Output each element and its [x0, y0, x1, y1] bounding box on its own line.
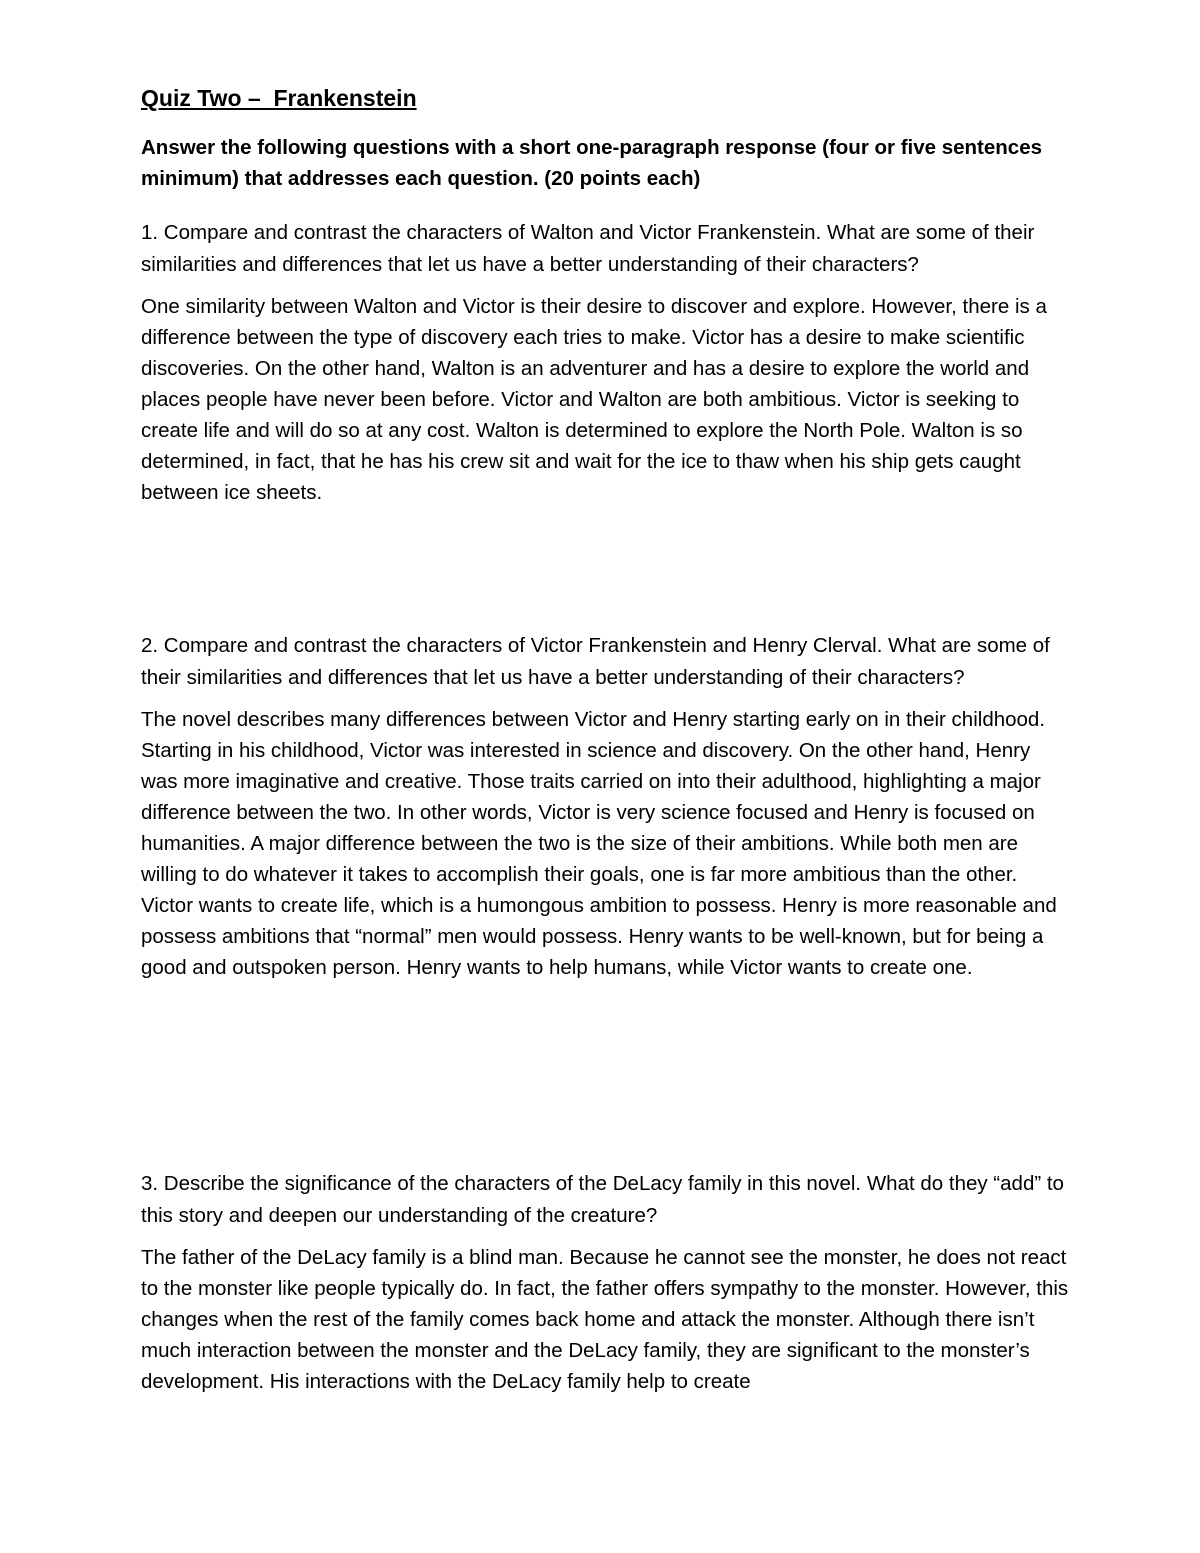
question-prompt: 1. Compare and contrast the characters of Walton and Victor Frankenstein. What are some of their similarities and differences that let us have a better understanding of their characters? [141, 221, 1035, 276]
question-block [141, 1168, 1071, 1397]
answer-paragraph: One similarity between Walton and Victor is their desire to discover and explore. However, there is a difference between the type of discovery each tries to make. Victor has a desire to make scientific discoveries. On the other hand, Walton is an adventurer and has a desire to explore the world and places people have never been before. Victor and Walton are both ambitious. Victor is seeking to create life and will do so at any cost. Walton is determined to explore the North Pole. Walton is so determined, in fact, that he has his crew sit and wait for the ice to thaw when his ship gets caught between ice sheets. [141, 295, 1047, 504]
instructions: Answer the following questions with a short one-paragraph response (four or five sentences minimum) that addresses each question. (20 points each) [141, 136, 1042, 190]
page-title: Quiz Two – Frankenstein [141, 85, 417, 111]
question-block [141, 630, 1071, 983]
document-page [141, 80, 1071, 1393]
answer-paragraph: The father of the DeLacy family is a blind man. Because he cannot see the monster, he does not react to the monster like people typically do. In fact, the father offers sympathy to the monster. However, this changes when the rest of the family comes back home and attack the monster. Although there isn’t much interaction between the monster and the DeLacy family, they are significant to the monster’s development. His interactions with the DeLacy family help to create [141, 1246, 1069, 1393]
answer-paragraph: The novel describes many differences between Victor and Henry starting early on in their childhood. Starting in his childhood, Victor was interested in science and discovery. On the other hand, Henry was more imaginative and creative. Those traits carried on into their adulthood, highlighting a major difference between the two. In other words, Victor is very science focused and Henry is focused on humanities. A major difference between the two is the size of their ambitions. While both men are willing to do whatever it takes to accomplish their goals, one is far more ambitious than the other. Victor wants to create life, which is a humongous ambition to possess. Henry is more reasonable and possess ambitions that “normal” men would possess. Henry wants to be well-known, but for being a good and outspoken person. Henry wants to help humans, while Victor wants to create one. [141, 708, 1057, 979]
question-block [141, 217, 1071, 508]
question-prompt: 2. Compare and contrast the characters of Victor Frankenstein and Henry Clerval. What are some of their similarities and differences that let us have a better understanding of their characters? [141, 634, 1050, 689]
question-prompt: 3. Describe the significance of the characters of the DeLacy family in this novel. What do they “add” to this story and deepen our understanding of the creature? [141, 1172, 1064, 1227]
